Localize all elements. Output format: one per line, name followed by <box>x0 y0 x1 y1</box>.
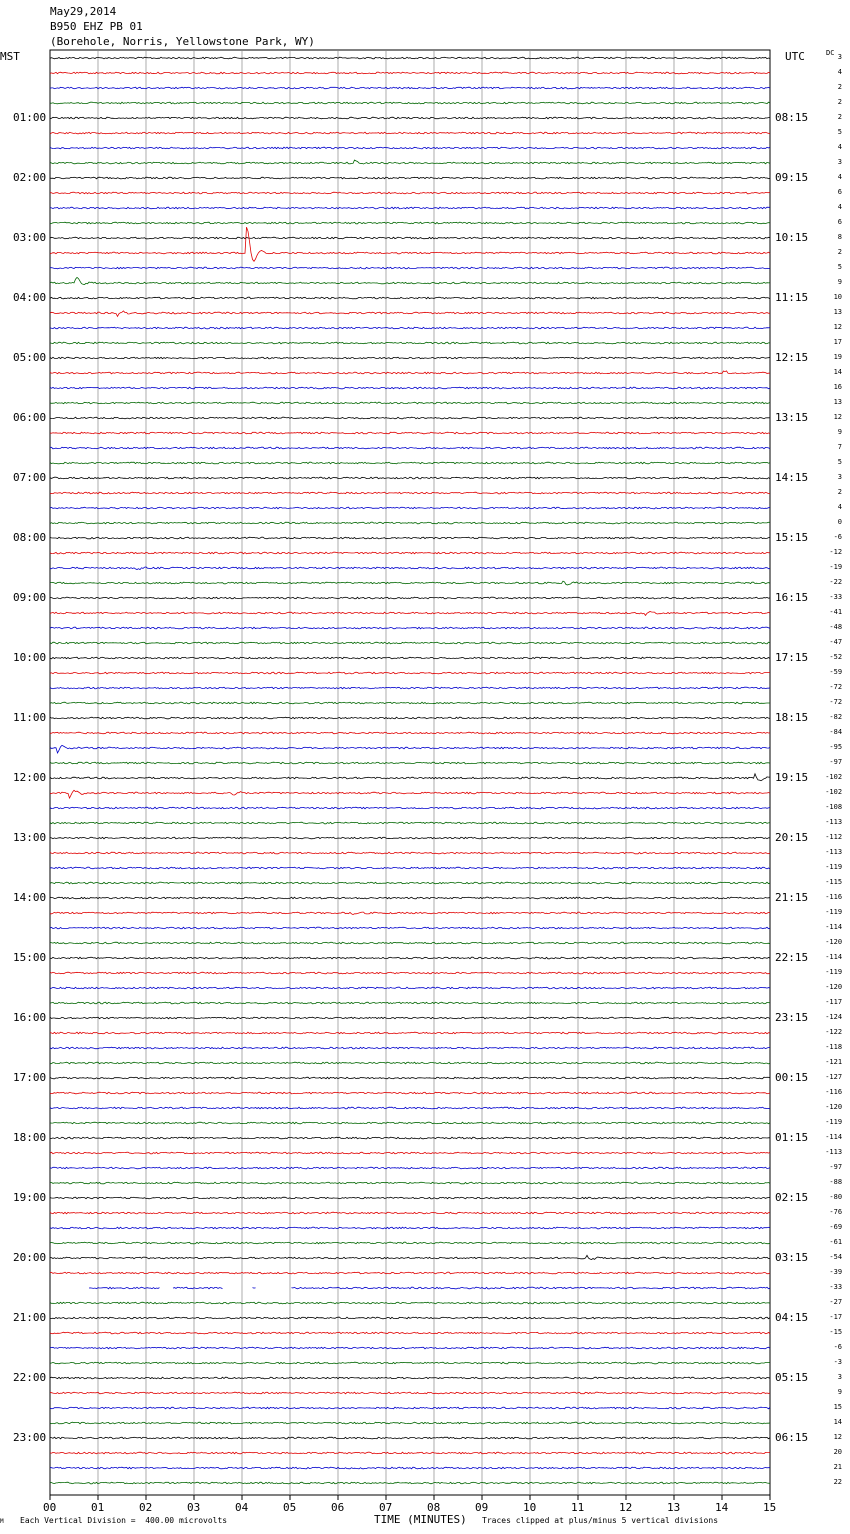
seismic-trace <box>50 657 770 659</box>
seismic-trace <box>50 1302 770 1304</box>
left-hour-label: 13:00 <box>13 831 47 844</box>
x-tick-label: 04 <box>235 1501 249 1514</box>
seismic-trace <box>50 87 770 89</box>
dc-offset-label: 2 <box>837 248 843 256</box>
x-tick-label: 14 <box>715 1501 729 1514</box>
dc-offset-label: -119 <box>825 968 843 976</box>
dc-offset-label: 6 <box>837 188 843 196</box>
x-tick-label: 11 <box>571 1501 585 1514</box>
seismic-trace <box>50 1227 770 1229</box>
seismic-trace <box>50 277 770 284</box>
dc-offset-label: -122 <box>825 1028 843 1036</box>
dc-header-label: DC <box>826 49 835 57</box>
logo-mark: M <box>0 1518 4 1525</box>
seismic-trace <box>50 1212 770 1214</box>
seismic-trace <box>50 327 770 329</box>
left-hour-label: 21:00 <box>13 1311 47 1324</box>
dc-offset-label: 3 <box>837 158 843 166</box>
seismic-trace <box>50 237 770 239</box>
right-hour-label: 08:15 <box>775 111 809 124</box>
dc-offset-label: -84 <box>829 728 843 736</box>
seismic-trace <box>50 311 770 317</box>
dc-offset-label: -19 <box>829 563 843 571</box>
dc-offset-label: -120 <box>825 983 843 991</box>
seismic-trace <box>50 1317 770 1319</box>
chart-date: May29,2014 <box>50 5 117 18</box>
dc-offset-label: -114 <box>825 953 843 961</box>
left-hour-label: 15:00 <box>13 951 47 964</box>
seismic-trace <box>50 222 770 224</box>
dc-offset-label: 4 <box>837 143 843 151</box>
seismic-trace <box>50 102 770 104</box>
dc-offset-label: 7 <box>837 443 843 451</box>
seismic-trace <box>50 357 770 359</box>
dc-offset-label: 12 <box>833 1433 843 1441</box>
left-hour-label: 05:00 <box>13 351 47 364</box>
left-hour-label: 19:00 <box>13 1191 47 1204</box>
left-hour-label: 08:00 <box>13 531 47 544</box>
dc-offset-label: -33 <box>829 1283 843 1291</box>
right-hour-label: 19:15 <box>775 771 809 784</box>
dc-offset-label: 2 <box>837 488 843 496</box>
dc-offset-label: -33 <box>829 593 843 601</box>
seismic-trace <box>50 774 770 781</box>
seismic-trace <box>50 207 770 209</box>
dc-offset-label: 0 <box>837 518 843 526</box>
dc-offset-label: -124 <box>825 1013 843 1021</box>
dc-offset-label: 19 <box>833 353 843 361</box>
dc-offset-label: 9 <box>837 1388 843 1396</box>
seismic-trace <box>50 732 770 734</box>
dc-offset-label: 16 <box>833 383 843 391</box>
x-tick-label: 00 <box>43 1501 57 1514</box>
dc-offset-label: 8 <box>837 233 843 241</box>
dc-offset-label: 5 <box>837 128 843 136</box>
seismic-trace <box>50 297 770 299</box>
right-hour-label: 20:15 <box>775 831 809 844</box>
dc-offset-label: 13 <box>833 308 843 316</box>
dc-offset-label: -97 <box>829 758 843 766</box>
seismic-trace <box>50 432 770 434</box>
seismic-trace <box>50 192 770 194</box>
x-tick-label: 10 <box>523 1501 537 1514</box>
dc-offset-label: -72 <box>829 683 843 691</box>
dc-offset-label: -41 <box>829 608 843 616</box>
dc-offset-label: -72 <box>829 698 843 706</box>
seismic-trace <box>50 1032 770 1034</box>
seismic-trace <box>50 1347 770 1349</box>
dc-offset-label: -119 <box>825 908 843 916</box>
dc-offset-label: -12 <box>829 548 843 556</box>
seismic-trace <box>50 1377 770 1379</box>
dc-offset-label: 2 <box>837 83 843 91</box>
dc-offset-label: -88 <box>829 1178 843 1186</box>
dc-offset-label: -114 <box>825 1133 843 1141</box>
seismic-trace <box>50 177 770 179</box>
right-hour-label: 04:15 <box>775 1311 809 1324</box>
seismic-trace <box>50 371 770 374</box>
left-hour-label: 11:00 <box>13 711 47 724</box>
dc-offset-label: 4 <box>837 203 843 211</box>
x-tick-label: 01 <box>91 1501 105 1514</box>
dc-offset-label: -22 <box>829 578 843 586</box>
x-axis-title: TIME (MINUTES) <box>374 1513 467 1526</box>
dc-offset-label: 10 <box>833 293 843 301</box>
seismic-trace <box>50 790 770 798</box>
seismic-trace <box>50 417 770 419</box>
seismic-trace <box>50 672 770 674</box>
dc-offset-label: 20 <box>833 1448 843 1456</box>
seismic-trace <box>50 402 770 404</box>
seismic-trace <box>50 447 770 449</box>
right-hour-label: 21:15 <box>775 891 809 904</box>
seismic-trace <box>50 147 770 149</box>
seismic-trace <box>50 972 770 974</box>
x-tick-label: 12 <box>619 1501 633 1514</box>
right-hour-label: 15:15 <box>775 531 809 544</box>
seismic-trace <box>50 987 770 989</box>
seismic-trace <box>50 702 770 704</box>
dc-offset-label: 17 <box>833 338 843 346</box>
dc-offset-label: -113 <box>825 1148 843 1156</box>
left-hour-label: 06:00 <box>13 411 47 424</box>
dc-offset-label: -69 <box>829 1223 843 1231</box>
right-timezone-label: UTC <box>785 50 805 63</box>
seismic-trace <box>50 867 770 869</box>
right-hour-label: 05:15 <box>775 1371 809 1384</box>
dc-offset-label: -95 <box>829 743 843 751</box>
dc-offset-label: 2 <box>837 113 843 121</box>
dc-offset-label: -127 <box>825 1073 843 1081</box>
seismic-trace <box>50 132 770 134</box>
scale-note: Each Vertical Division = 400.00 microvolts <box>20 1516 228 1525</box>
seismic-trace <box>50 627 770 629</box>
station-location: (Borehole, Norris, Yellowstone Park, WY) <box>50 35 315 48</box>
seismic-trace <box>50 1062 770 1064</box>
dc-offset-label: -120 <box>825 938 843 946</box>
dc-offset-label: -102 <box>825 788 843 796</box>
seismic-trace <box>50 57 770 59</box>
right-hour-label: 06:15 <box>775 1431 809 1444</box>
right-hour-label: 17:15 <box>775 651 809 664</box>
seismic-trace <box>50 1437 770 1439</box>
dc-offset-label: -114 <box>825 923 843 931</box>
plot-frame <box>50 50 770 1495</box>
dc-offset-label: -6 <box>833 1343 843 1351</box>
dc-offset-label: 22 <box>833 1478 843 1486</box>
seismic-trace <box>50 1182 770 1184</box>
seismic-trace <box>50 492 770 494</box>
right-hour-label: 12:15 <box>775 351 809 364</box>
right-hour-label: 01:15 <box>775 1131 809 1144</box>
seismic-trace <box>50 852 770 854</box>
left-hour-label: 02:00 <box>13 171 47 184</box>
seismic-trace <box>89 1287 770 1289</box>
dc-offset-label: 5 <box>837 263 843 271</box>
dc-offset-label: -59 <box>829 668 843 676</box>
right-hour-label: 22:15 <box>775 951 809 964</box>
right-hour-label: 16:15 <box>775 591 809 604</box>
seismic-trace <box>50 822 770 824</box>
seismic-trace <box>50 227 770 261</box>
seismic-trace <box>50 1107 770 1109</box>
dc-offset-label: -118 <box>825 1043 843 1051</box>
seismic-trace <box>50 942 770 944</box>
x-tick-label: 07 <box>379 1501 393 1514</box>
seismic-trace <box>50 1467 770 1469</box>
dc-offset-label: 6 <box>837 218 843 226</box>
seismic-trace <box>50 597 770 599</box>
left-hour-label: 17:00 <box>13 1071 47 1084</box>
dc-offset-label: 12 <box>833 413 843 421</box>
seismic-trace <box>50 462 770 464</box>
seismic-trace <box>50 72 770 74</box>
seismic-trace <box>50 897 770 899</box>
seismic-trace <box>50 642 770 644</box>
seismic-trace <box>50 522 770 524</box>
seismic-trace <box>50 552 770 554</box>
seismic-trace <box>50 1392 770 1394</box>
x-tick-label: 09 <box>475 1501 489 1514</box>
dc-offset-label: -52 <box>829 653 843 661</box>
seismic-trace <box>50 612 770 616</box>
dc-offset-label: 3 <box>837 53 843 61</box>
dc-offset-label: -82 <box>829 713 843 721</box>
dc-offset-label: 4 <box>837 68 843 76</box>
left-hour-label: 22:00 <box>13 1371 47 1384</box>
left-hour-label: 04:00 <box>13 291 47 304</box>
x-tick-label: 08 <box>427 1501 441 1514</box>
x-tick-label: 13 <box>667 1501 681 1514</box>
seismic-trace <box>50 762 770 764</box>
seismic-trace <box>50 1092 770 1094</box>
dc-offset-label: 21 <box>833 1463 843 1471</box>
right-hour-label: 14:15 <box>775 471 809 484</box>
dc-offset-label: -121 <box>825 1058 843 1066</box>
dc-offset-label: -39 <box>829 1268 843 1276</box>
seismic-trace <box>50 1167 770 1169</box>
right-hour-label: 13:15 <box>775 411 809 424</box>
seismic-trace <box>50 1407 770 1409</box>
seismic-trace <box>50 567 770 570</box>
seismic-trace <box>50 477 770 479</box>
dc-offset-label: 9 <box>837 278 843 286</box>
dc-offset-label: -117 <box>825 998 843 1006</box>
dc-offset-label: -15 <box>829 1328 843 1336</box>
seismic-trace <box>50 537 770 539</box>
seismic-trace <box>50 1242 770 1244</box>
dc-offset-label: -76 <box>829 1208 843 1216</box>
right-hour-label: 23:15 <box>775 1011 809 1024</box>
right-hour-label: 09:15 <box>775 171 809 184</box>
left-hour-label: 14:00 <box>13 891 47 904</box>
seismic-trace <box>50 1122 770 1124</box>
left-hour-label: 16:00 <box>13 1011 47 1024</box>
dc-offset-label: 5 <box>837 458 843 466</box>
dc-offset-label: -47 <box>829 638 843 646</box>
dc-offset-label: 12 <box>833 323 843 331</box>
dc-offset-label: -115 <box>825 878 843 886</box>
left-hour-label: 12:00 <box>13 771 47 784</box>
right-hour-label: 18:15 <box>775 711 809 724</box>
dc-offset-label: -116 <box>825 1088 843 1096</box>
seismic-trace <box>50 1137 770 1139</box>
seismic-trace <box>50 581 770 585</box>
left-hour-label: 07:00 <box>13 471 47 484</box>
seismic-trace <box>50 342 770 344</box>
x-tick-label: 03 <box>187 1501 201 1514</box>
left-hour-label: 10:00 <box>13 651 47 664</box>
left-hour-label: 09:00 <box>13 591 47 604</box>
right-hour-label: 03:15 <box>775 1251 809 1264</box>
left-timezone-label: MST <box>0 50 20 63</box>
dc-offset-label: -80 <box>829 1193 843 1201</box>
dc-offset-label: -54 <box>829 1253 843 1261</box>
dc-offset-label: 3 <box>837 1373 843 1381</box>
seismic-trace <box>50 117 770 119</box>
seismic-trace <box>50 912 770 915</box>
dc-offset-label: 4 <box>837 503 843 511</box>
dc-offset-label: -6 <box>833 533 843 541</box>
seismic-trace <box>50 1047 770 1049</box>
dc-offset-label: 14 <box>833 1418 843 1426</box>
seismic-trace <box>50 927 770 929</box>
dc-offset-label: -102 <box>825 773 843 781</box>
seismic-trace <box>50 1197 770 1199</box>
clip-note: Traces clipped at plus/minus 5 vertical divisions <box>482 1516 719 1525</box>
dc-offset-label: 13 <box>833 398 843 406</box>
seismic-trace <box>50 882 770 884</box>
seismic-trace <box>50 837 770 839</box>
seismic-trace <box>50 745 770 753</box>
seismic-trace <box>50 687 770 689</box>
seismic-trace <box>50 160 770 164</box>
x-tick-label: 15 <box>763 1501 777 1514</box>
left-hour-label: 18:00 <box>13 1131 47 1144</box>
seismic-trace <box>50 717 770 719</box>
dc-offset-label: -97 <box>829 1163 843 1171</box>
right-hour-label: 02:15 <box>775 1191 809 1204</box>
dc-offset-label: -119 <box>825 1118 843 1126</box>
seismic-trace <box>50 1002 770 1004</box>
dc-offset-label: -3 <box>833 1358 843 1366</box>
dc-offset-label: -48 <box>829 623 843 631</box>
seismic-trace <box>50 1482 770 1484</box>
right-hour-label: 10:15 <box>775 231 809 244</box>
dc-offset-label: -112 <box>825 833 843 841</box>
dc-offset-label: 9 <box>837 428 843 436</box>
left-hour-label: 01:00 <box>13 111 47 124</box>
right-hour-label: 00:15 <box>775 1071 809 1084</box>
seismic-trace <box>50 1362 770 1364</box>
seismic-trace <box>50 957 770 959</box>
seismic-trace <box>50 1452 770 1454</box>
seismic-trace <box>50 1255 770 1259</box>
dc-offset-label: -27 <box>829 1298 843 1306</box>
seismic-trace <box>50 807 770 809</box>
dc-offset-label: -108 <box>825 803 843 811</box>
dc-offset-label: -17 <box>829 1313 843 1321</box>
x-tick-label: 02 <box>139 1501 153 1514</box>
dc-offset-label: -116 <box>825 893 843 901</box>
x-tick-label: 05 <box>283 1501 297 1514</box>
dc-offset-label: -119 <box>825 863 843 871</box>
dc-offset-label: -113 <box>825 818 843 826</box>
x-tick-label: 06 <box>331 1501 345 1514</box>
dc-offset-label: -120 <box>825 1103 843 1111</box>
seismic-trace <box>50 1152 770 1154</box>
dc-offset-label: 14 <box>833 368 843 376</box>
seismic-trace <box>50 1272 770 1274</box>
left-hour-label: 03:00 <box>13 231 47 244</box>
left-hour-label: 23:00 <box>13 1431 47 1444</box>
seismic-trace <box>50 267 770 269</box>
dc-offset-label: 2 <box>837 98 843 106</box>
right-hour-label: 11:15 <box>775 291 809 304</box>
dc-offset-label: 3 <box>837 473 843 481</box>
seismic-trace <box>50 1332 770 1334</box>
seismic-trace <box>50 1077 770 1079</box>
dc-offset-label: 15 <box>833 1403 843 1411</box>
seismic-trace <box>50 507 770 509</box>
seismic-trace <box>50 1017 770 1019</box>
dc-offset-label: -113 <box>825 848 843 856</box>
dc-offset-label: 4 <box>837 173 843 181</box>
dc-offset-label: -61 <box>829 1238 843 1246</box>
left-hour-label: 20:00 <box>13 1251 47 1264</box>
station-channel: B950 EHZ PB 01 <box>50 20 143 33</box>
seismic-trace <box>50 387 770 389</box>
seismic-trace <box>50 1422 770 1424</box>
